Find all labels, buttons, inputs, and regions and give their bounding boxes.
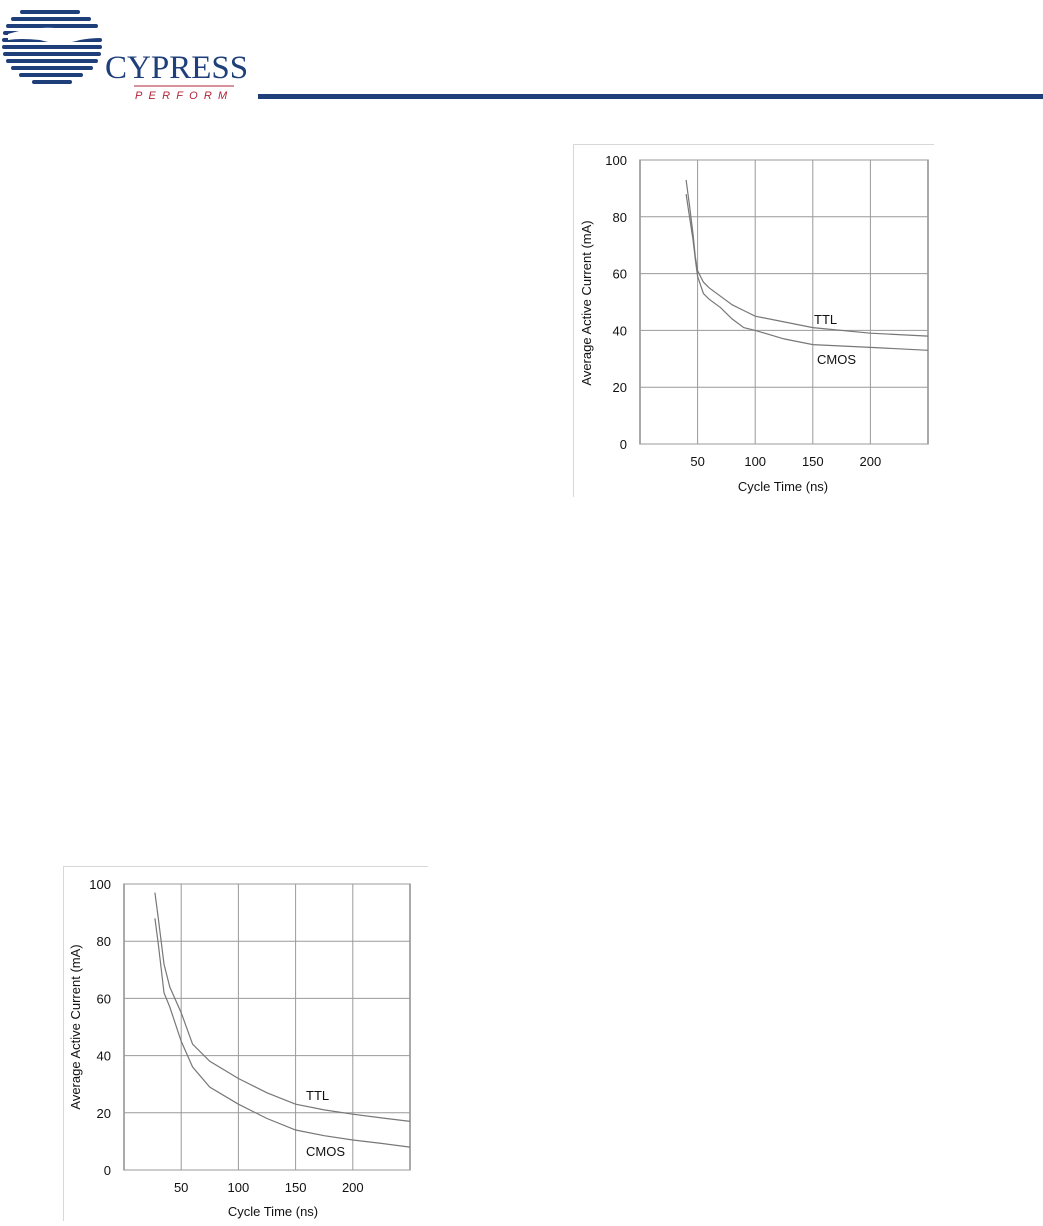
chart-2-xtick-label: 100 [227,1180,250,1195]
chart-1-series-ttl-line [686,180,928,336]
chart-1-label-cmos: CMOS [817,352,856,367]
chart-2-ytick-label: 100 [89,877,111,892]
chart-1-label-ttl: TTL [814,312,838,327]
chart-1-xtick-label: 100 [744,454,767,469]
chart-1-ytick-label: 20 [612,380,627,396]
page-header [0,0,1043,110]
chart-2-xlabel: Cycle Time (ns) [227,1204,319,1219]
chart-2-xtick-label: 200 [341,1180,364,1195]
chart-1-xlabel: Cycle Time (ns) [737,479,829,494]
chart-1-xtick-label: 150 [801,454,824,469]
chart-1-ytick-label: 100 [605,153,627,168]
logo-tagline: PERFORM [135,90,234,102]
chart-2-xtick-label: 150 [284,1180,307,1195]
chart-2-ytick-label: 40 [96,1048,111,1064]
logo-text: CYPRESS [105,50,249,86]
chart-1-ytick-label: 0 [619,437,627,452]
chart-1-ytick-label: 80 [612,209,627,225]
chart-1-ytick-label: 40 [612,323,627,339]
chart-2-xtick-label: 50 [173,1180,189,1195]
chart-2-plot-frame [124,884,410,1170]
chart-1-canvas [574,145,934,497]
chart-1-xtick-label: 200 [859,454,882,469]
chart-2-ytick-label: 20 [96,1105,111,1121]
chart-1-ytick-label: 60 [612,266,627,282]
chart-2-series-ttl-line [155,893,410,1122]
chart-2-ytick-label: 60 [96,991,111,1007]
chart-1-plot-frame [640,160,928,444]
chart-2-canvas [64,867,428,1221]
cypress-logo [0,0,260,110]
chart-current-vs-cycle-time-2 [63,866,428,1221]
header-rule [258,94,1043,99]
chart-current-vs-cycle-time-1 [573,144,934,497]
chart-1-ylabel: Average Active Current (mA) [579,220,594,386]
chart-2-ytick-label: 80 [96,934,111,950]
chart-2-ylabel: Average Active Current (mA) [68,944,83,1110]
chart-2-ytick-label: 0 [103,1163,111,1178]
chart-2-label-ttl: TTL [306,1088,330,1103]
chart-2-label-cmos: CMOS [306,1144,345,1159]
chart-1-xtick-label: 50 [690,454,705,469]
